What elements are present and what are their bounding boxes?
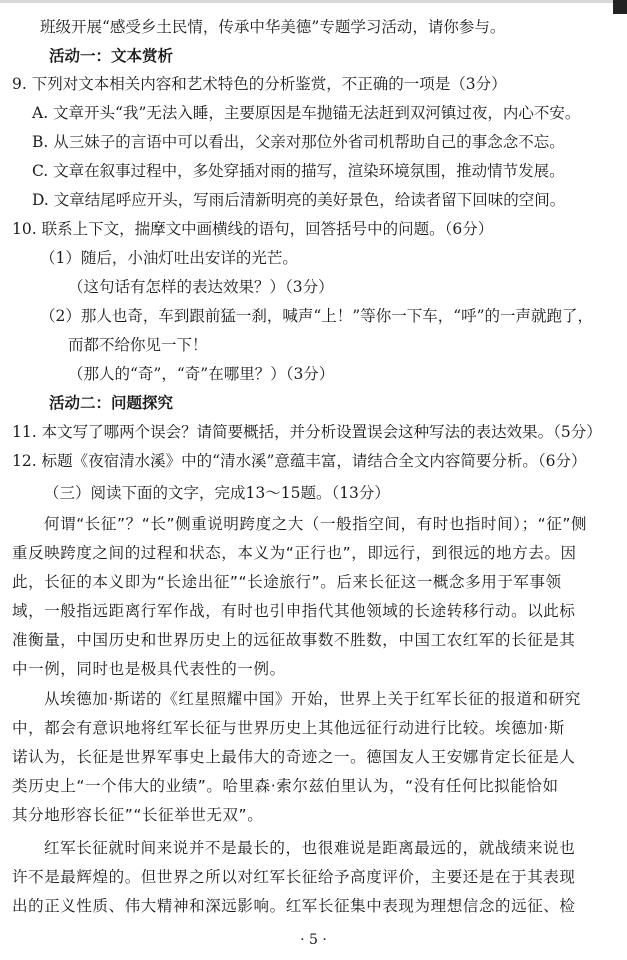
q9-option-a: A. 文章开头“我”无法入睡，主要原因是车抛锚无法赶到双河镇过夜，内心不安。	[32, 104, 581, 122]
q10-sentence-2a: （2）那人也奇，车到跟前猛一刹，喊声“上！”等你一下车，“呼”的一声就跑了，	[40, 307, 594, 325]
q9-option-d: D. 文章结尾呼应开头，写雨后清新明亮的美好景色，给读者留下回味的空间。	[32, 191, 566, 209]
q10-sentence-1: （1）随后，小油灯吐出安详的光芒。	[40, 249, 298, 267]
q10-sentence-2b: 而都不给你见一下！	[68, 336, 208, 354]
q10-sentence-1-question: （这句话有怎样的表达效果？）（3分）	[68, 278, 334, 296]
passage-line: 中一例，同时也是极具代表性的一例。	[12, 660, 286, 678]
passage-line: 其分地形容长征”“长征举世无双”。	[12, 806, 264, 824]
q9-stem: 9. 下列对文本相关内容和艺术特色的分析鉴赏，不正确的一项是（3分）	[12, 75, 507, 93]
q9-option-b: B. 从三妹子的言语中可以看出，父亲对那位外省司机帮助自己的事念念不忘。	[32, 133, 565, 151]
passage-line: 红军长征就时间来说并不是最长的，也很难说是距离最远的，就战绩来说也	[44, 839, 576, 857]
passage-line: 中，都会有意识地将红军长征与世界历史上其他远征行动进行比较。埃德加·斯	[12, 719, 565, 737]
passage-line: 许不是最辉煌的。但世界之所以对红军长征给予高度评价，主要还是在于其表现	[12, 868, 576, 886]
q9-option-c: C. 文章在叙事过程中，多处穿插对雨的描写，渲染环境氛围，推动情节发展。	[32, 162, 565, 180]
passage-line: 类历史上“一个伟大的业绩”。哈里森·索尔兹伯里认为，“没有任何比拟能恰如	[12, 777, 559, 795]
q10-sentence-2-question: （那人的“奇”，“奇”在哪里？）（3分）	[68, 365, 335, 383]
q10-stem: 10. 联系上下文，揣摩文中画横线的语句，回答括号中的问题。（6分）	[12, 220, 494, 238]
passage-line: 重反映跨度之间的过程和状态，本义为“正行也”，即远行，到很远的地方去。因	[12, 544, 577, 562]
section-three-heading: （三）阅读下面的文字，完成13～15题。（13分）	[44, 484, 390, 502]
passage-line: 域，一般指远距离行军作战，有时也引申指代其他领域的长途转移行动。以此标	[12, 602, 576, 620]
passage-line: 准衡量，中国历史和世界历史上的远征故事数不胜数，中国工农红军的长征是其	[12, 631, 576, 649]
passage-line: 诺认为，长征是世界军事史上最伟大的奇迹之一。德国友人王安娜肯定长征是人	[12, 748, 576, 766]
q12: 12. 标题《夜宿清水溪》中的“清水溪”意蕴丰富，请结合全文内容简要分析。（6分）	[12, 452, 587, 470]
passage-line: 何谓“长征”？“长”侧重说明跨度之大（一般指空间，有时也指时间）；“征”侧	[44, 515, 588, 533]
passage-line: 此，长征的本义即为“长途出征”“长途旅行”。后来长征这一概念多用于军事领	[12, 573, 562, 591]
activity-two-heading: 活动二：问题探究	[49, 393, 174, 412]
page-number: · 5 ·	[300, 932, 327, 948]
passage-line: 出的正义性质、伟大精神和深远影响。红军长征集中表现为理想信念的远征、检	[12, 897, 576, 915]
q11: 11. 本文写了哪两个误会？请简要概括，并分析设置误会这种写法的表达效果。（5分）	[12, 423, 602, 441]
activity-one-heading: 活动一：文本赏析	[49, 46, 174, 65]
passage-line: 从埃德加·斯诺的《红星照耀中国》开始，世界上关于红军长征的报道和研究	[44, 690, 581, 708]
intro-line: 班级开展“感受乡土民情，传承中华美德”专题学习活动，请你参与。	[40, 18, 506, 36]
